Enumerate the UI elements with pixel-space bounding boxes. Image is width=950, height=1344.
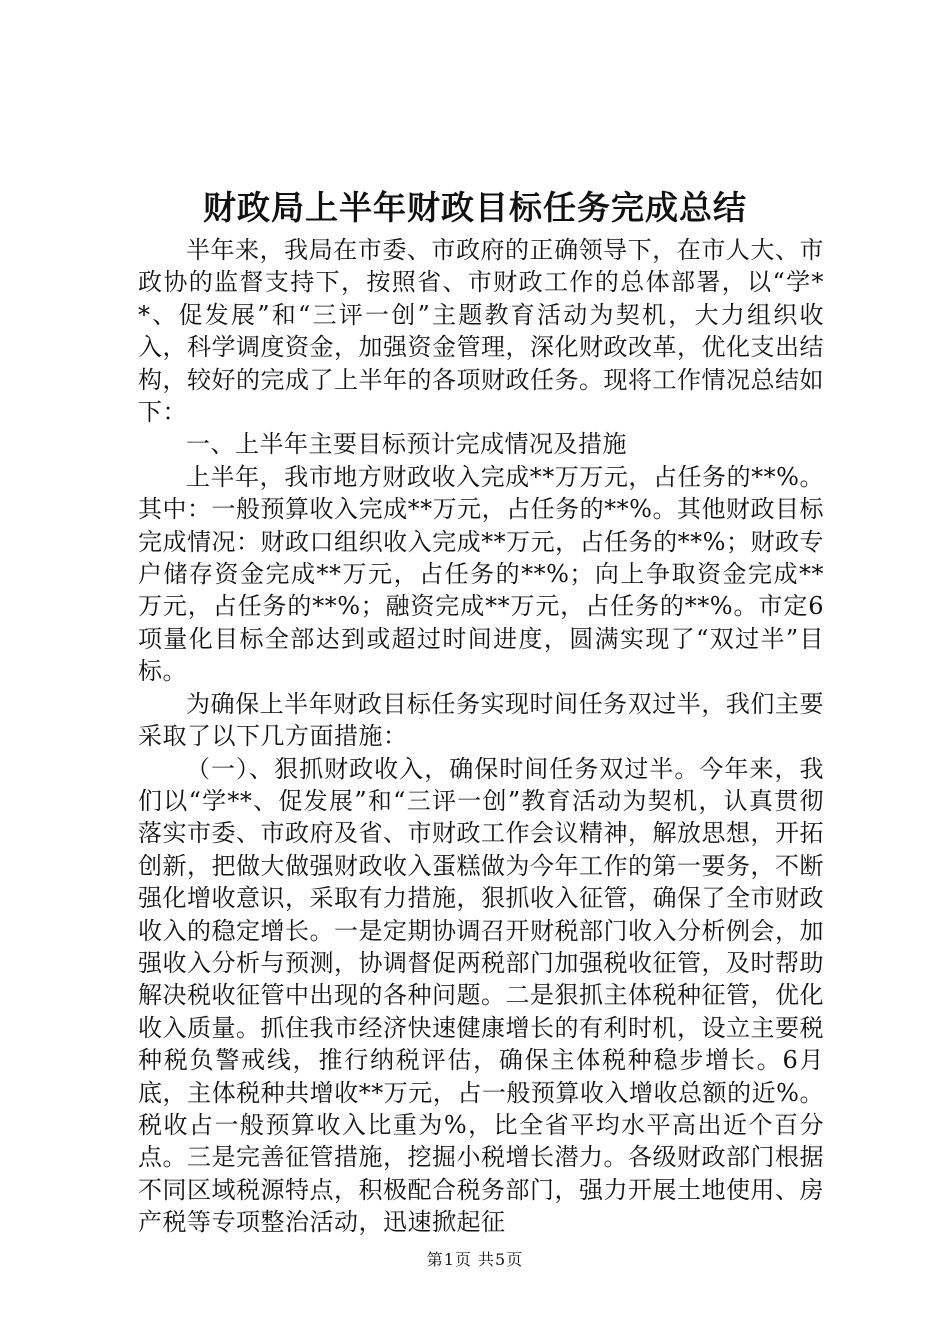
document-title: 财政局上半年财政目标任务完成总结 <box>203 188 747 227</box>
paragraph-intro: 半年来，我局在市委、市政府的正确领导下，在市人大、市政协的监督支持下，按照省、市财政工作的总体部署，以“学**、促发展”和“三评一创”主题教育活动为契机，大力组织收入，科学调度资金，加强资金管理，深化财政改革，优化支出结构，较好的完成了上半年的各项财政任务。现将工作情况总结如下： <box>138 236 824 427</box>
paragraph-measures-intro: 为确保上半年财政目标任务实现时间任务双过半，我们主要采取了以下几方面措施： <box>138 689 824 751</box>
document-body <box>138 234 824 1239</box>
section-heading: 一、上半年主要目标预计完成情况及措施 <box>186 430 627 459</box>
paragraph-targets: 上半年，我市地方财政收入完成**万万元，占任务的**%。其中：一般预算收入完成**万元，占任务的**%。其他财政目标完成情况：财政口组织收入完成**万元，占任务的**%；财政专户储存资金完成**万元，占任务的**%；向上争取资金完成**万元，占任务的**%；融资完成**万元，占任务的**%。市定6项量化目标全部达到或超过时间进度，圆满实现了“双过半”目标。 <box>138 462 824 686</box>
page-number: 第1页 共5页 <box>426 1250 524 1269</box>
paragraph-measure-one: （一）、狠抓财政收入，确保时间任务双过半。今年来，我们以“学**、促发展”和“三评一创”教育活动为契机，认真贯彻落实市委、市政府及省、市财政工作会议精神，解放思想，开拓创新，把做大做强财政收入蛋糕做为今年工作的第一要务，不断强化增收意识，采取有力措施，狠抓收入征管，确保了全市财政收入的稳定增长。一是定期协调召开财税部门收入分析例会，加强收入分析与预测，协调督促两税部门加强税收征管，及时帮助解决税收征管中出现的各种问题。二是狠抓主体税种征管，优化收入质量。抓住我市经济快速健康增长的有利时机，设立主要税种税负警戒线，推行纳税评估，确保主体税种稳步增长。6月底，主体税种共增收**万元，占一般预算收入增收总额的近%。税收占一般预算收入比重为%，比全省平均水平高出近个百分点。三是完善征管措施，挖掘小税增长潜力。各级财政部门根据不同区域税源特点，积极配合税务部门，强力开展土地使用、房产税等专项整治活动，迅速掀起征 <box>138 754 824 1237</box>
